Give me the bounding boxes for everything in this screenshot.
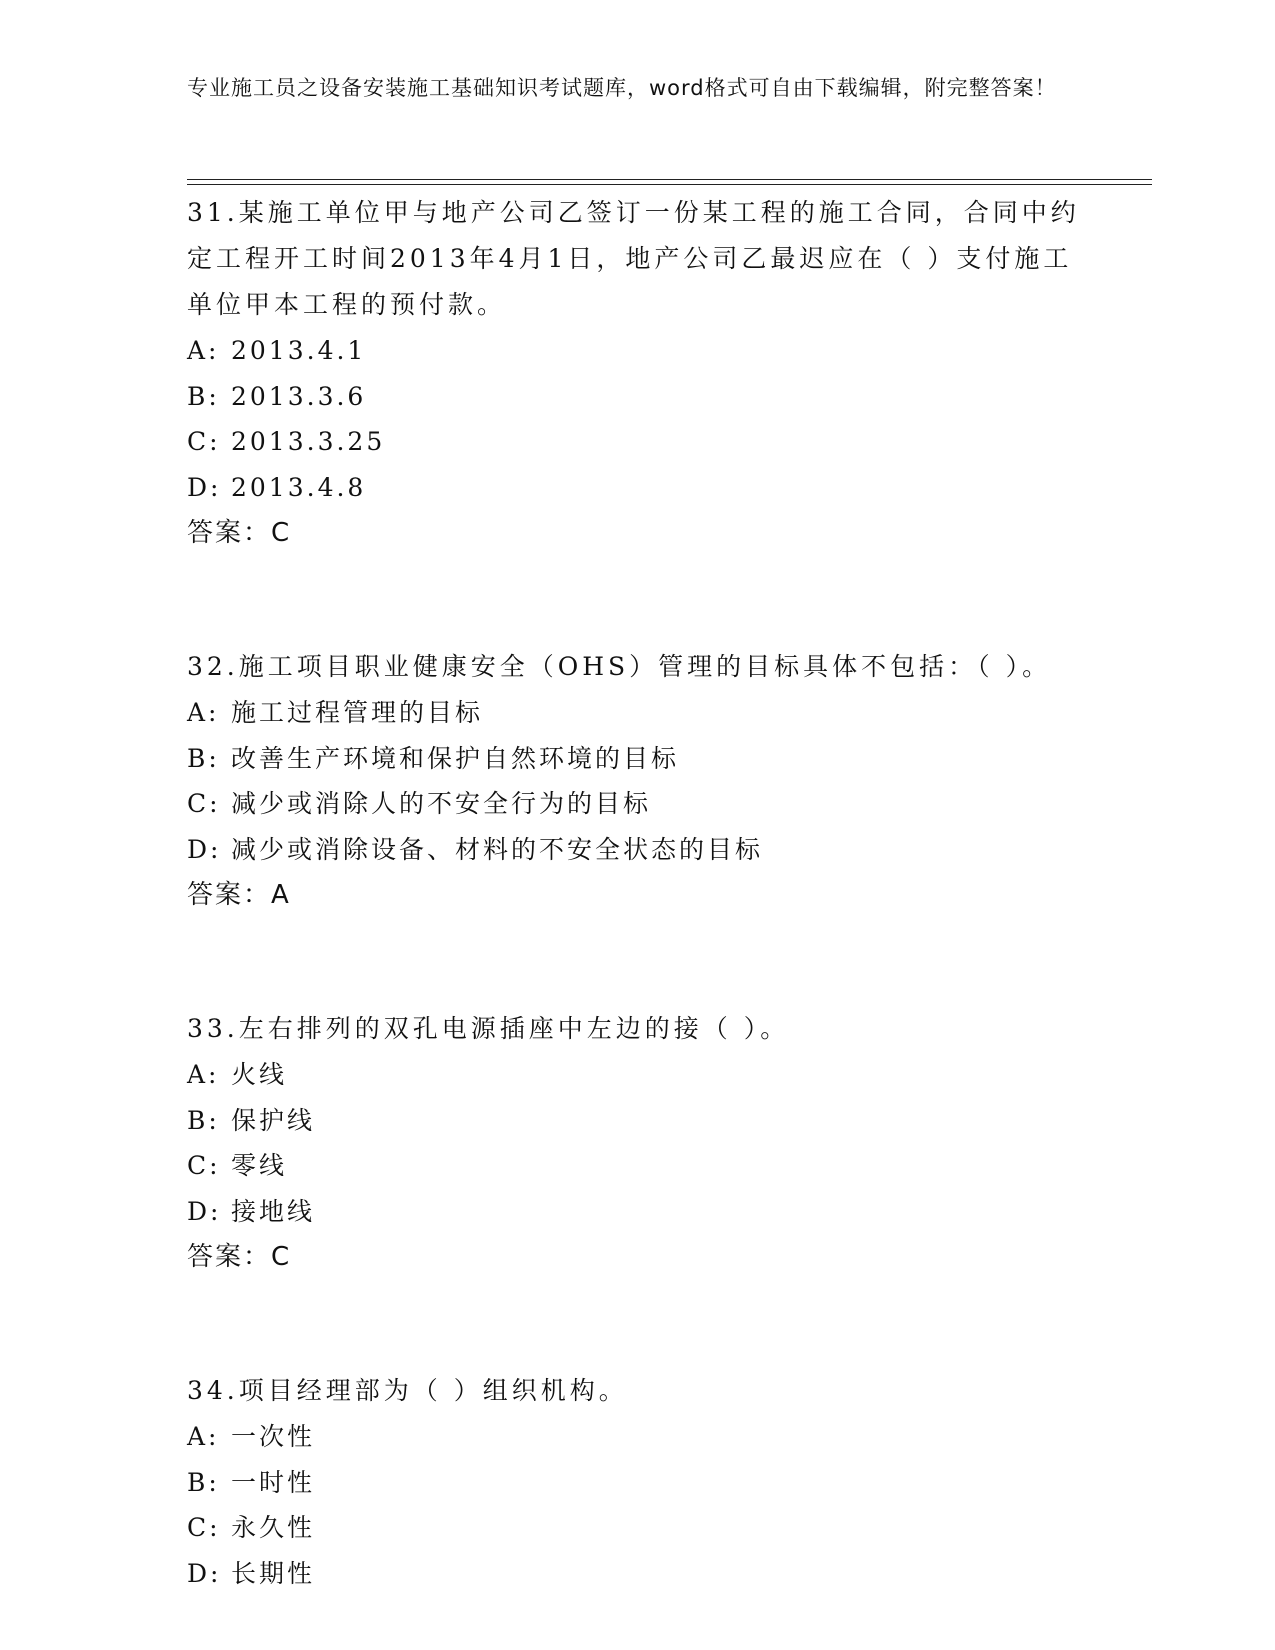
option-text: 改善生产环境和保护自然环境的目标 <box>231 743 680 773</box>
option-key: C: <box>187 789 221 818</box>
answer-line: 答案：C <box>187 518 292 548</box>
option-c <box>187 1143 1087 1189</box>
option-key: D: <box>187 472 222 502</box>
option-b <box>187 736 1087 782</box>
option-key: B: <box>187 381 220 411</box>
option-text: 永久性 <box>231 1513 316 1542</box>
option-text: 火线 <box>231 1060 288 1089</box>
option-c <box>187 1505 1087 1551</box>
question-32 <box>187 644 1087 918</box>
question-stem: 34.项目经理部为（ ）组织机构。 <box>187 1376 628 1405</box>
option-key: A: <box>187 1422 220 1451</box>
option-text: 施工过程管理的目标 <box>231 698 484 727</box>
option-key: A: <box>187 1060 220 1089</box>
document-header: 专业施工员之设备安装施工基础知识考试题库，word格式可自由下载编辑，附完整答案！ <box>187 76 1057 100</box>
header-divider-top <box>187 179 1152 180</box>
option-d <box>187 827 1087 873</box>
option-b <box>187 1098 1087 1144</box>
question-stem: 32.施工项目职业健康安全（OHS）管理的目标具体不包括：（ ）。 <box>187 652 1052 681</box>
question-stem: 33.左右排列的双孔电源插座中左边的接（ ）。 <box>187 1014 790 1043</box>
option-key: D: <box>187 1558 222 1588</box>
question-spacer <box>187 556 1087 644</box>
option-c <box>187 781 1087 827</box>
option-text: 长期性 <box>231 1558 316 1588</box>
option-text: 保护线 <box>231 1105 316 1135</box>
option-text: 2013.3.25 <box>231 427 386 456</box>
option-a <box>187 1052 1087 1098</box>
header-divider-bottom <box>187 184 1152 185</box>
option-key: C: <box>187 1513 221 1542</box>
question-33 <box>187 1006 1087 1280</box>
option-text: 一次性 <box>231 1422 316 1451</box>
question-stem: 31.某施工单位甲与地产公司乙签订一份某工程的施工合同，合同中约定工程开工时间2013年4月1日，地产公司乙最迟应在（ ）支付施工单位甲本工程的预付款。 <box>187 198 1080 319</box>
answer-line: 答案：C <box>187 1242 292 1272</box>
option-text: 一时性 <box>231 1467 316 1497</box>
question-list <box>187 190 1087 1596</box>
option-key: C: <box>187 427 221 456</box>
option-text: 2013.4.8 <box>231 472 367 502</box>
option-key: A: <box>187 698 220 727</box>
option-text: 2013.3.6 <box>231 381 367 411</box>
option-key: D: <box>187 1196 222 1226</box>
option-d <box>187 465 1087 511</box>
option-key: B: <box>187 743 220 773</box>
option-a <box>187 1414 1087 1460</box>
option-text: 减少或消除人的不安全行为的目标 <box>231 789 652 818</box>
option-a <box>187 690 1087 736</box>
option-b <box>187 1460 1087 1506</box>
question-spacer <box>187 918 1087 1006</box>
answer-line: 答案：A <box>187 880 291 910</box>
option-d <box>187 1189 1087 1235</box>
option-c <box>187 419 1087 465</box>
option-key: C: <box>187 1151 221 1180</box>
option-key: A: <box>187 336 220 365</box>
option-text: 接地线 <box>231 1196 316 1226</box>
option-text: 2013.4.1 <box>231 336 367 365</box>
question-spacer <box>187 1280 1087 1368</box>
option-key: B: <box>187 1105 220 1135</box>
option-text: 零线 <box>231 1151 288 1180</box>
option-key: B: <box>187 1467 220 1497</box>
option-text: 减少或消除设备、材料的不安全状态的目标 <box>231 834 764 864</box>
question-31 <box>187 190 1087 556</box>
option-d <box>187 1551 1087 1597</box>
option-a <box>187 328 1087 374</box>
question-34 <box>187 1368 1087 1596</box>
option-key: D: <box>187 834 222 864</box>
option-b <box>187 374 1087 420</box>
